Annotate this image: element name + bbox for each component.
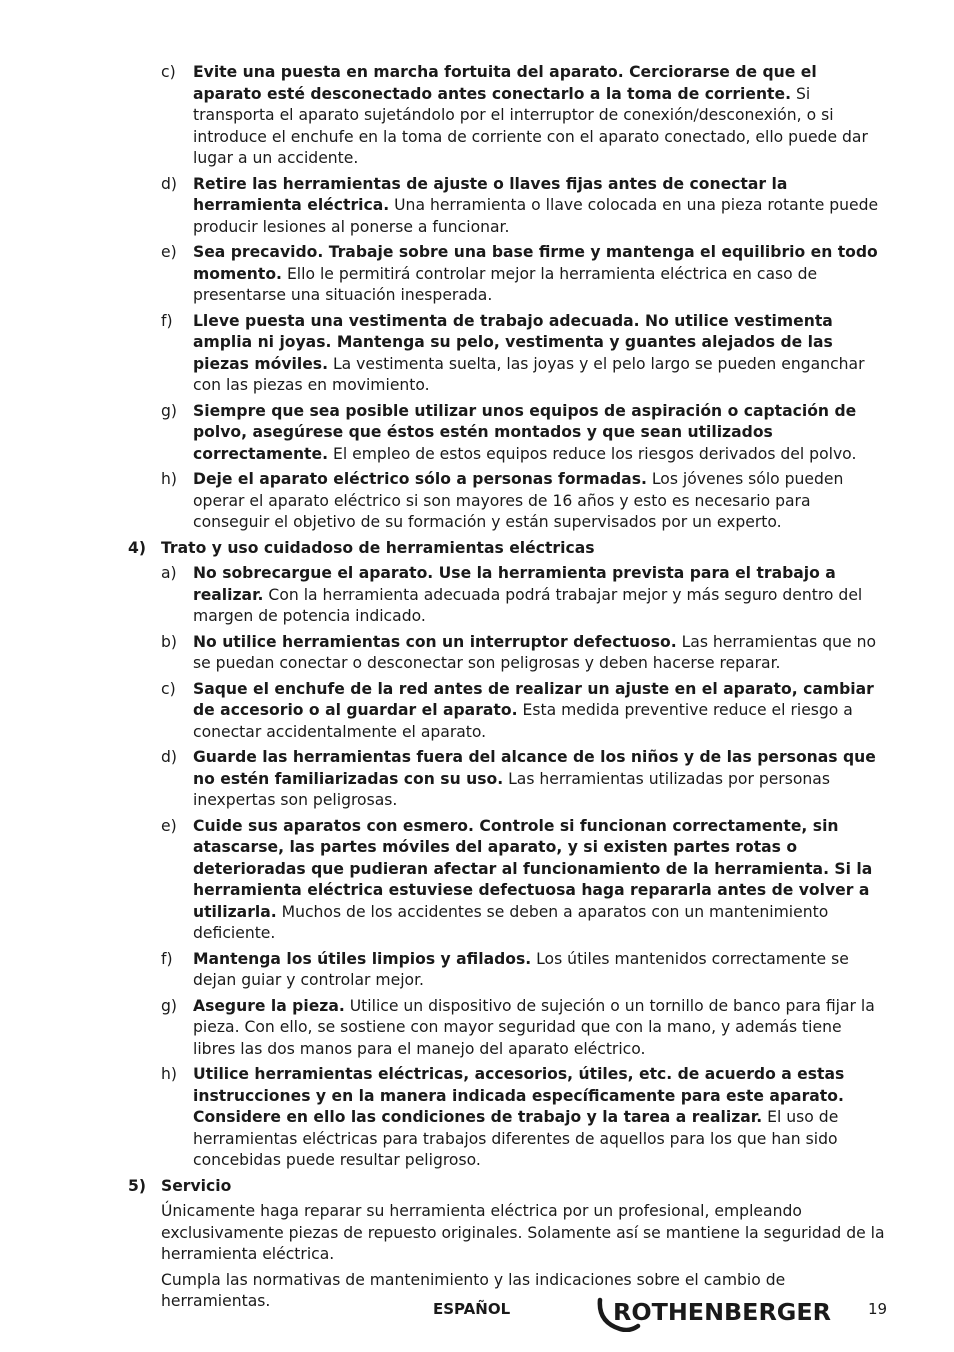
list-item: [0, 62, 954, 170]
list-item: [0, 996, 954, 1061]
item-text: El uso de herramientas eléctricas para trabajos diferentes de aquellos para los que han sido concebidas puede resultar peligroso.: [193, 1108, 839, 1169]
list-item: [0, 679, 954, 744]
item-bold-text: Guarde las herramientas fuera del alcance de los niños y de las personas que no estén familiarizadas con su uso.: [193, 748, 876, 788]
item-label: g): [161, 996, 177, 1015]
item-bold-text: Siempre que sea posible utilizar unos equipos de aspiración o captación de polvo, asegúrese que éstos estén montados y que sean utilizados correctamente.: [193, 401, 857, 463]
item-text: El empleo de estos equipos reduce los riesgos derivados del polvo.: [328, 444, 857, 463]
item-bold-text: Deje el aparato eléctrico sólo a personas formadas.: [193, 470, 647, 488]
item-text: Muchos de los accidentes se deben a aparatos con un mantenimiento deficiente.: [193, 902, 829, 942]
section-title: Servicio: [161, 1176, 232, 1195]
item-bold-text: Sea precavido. Trabaje sobre una base firme y mantenga el equilibrio en todo momento.: [193, 243, 878, 283]
item-label: g): [161, 401, 177, 420]
footer-language: ESPAÑOL: [433, 1300, 511, 1318]
list-item: [0, 949, 954, 992]
item-text: Los jóvenes sólo pueden operar el aparato eléctrico si son mayores de 16 años y esto es necesario para conseguir el objetivo de su formación y están supervisados por un experto.: [193, 470, 844, 531]
paragraph: Cumpla las normativas de mantenimiento y las indicaciones sobre el cambio de herramientas.: [161, 1270, 786, 1310]
item-label: f): [161, 311, 173, 330]
list-item: [0, 242, 954, 307]
section-number: 5): [128, 1176, 146, 1195]
item-bold-text: Utilice herramientas eléctricas, accesorios, útiles, etc. de acuerdo a estas instrucciones y en la manera indicada específicamente para este aparato. Considere en ello las condiciones de trabajo y la tarea a realizar.: [193, 1065, 845, 1126]
brand-logo: [596, 1292, 836, 1332]
item-text: Con la herramienta adecuada podrá trabajar mejor y más seguro dentro del margen de potencia indicado.: [193, 585, 863, 625]
item-text: Las herramientas que no se puedan conectar o desconectar son peligrosas y deben hacerse reparar.: [193, 632, 877, 672]
item-label: a): [161, 564, 177, 582]
item-bold-text: No sobrecargue el aparato. Use la herramienta prevista para el trabajo a realizar.: [193, 564, 836, 604]
item-text: Una herramienta o llave colocada en una pieza rotante puede producir lesiones al ponerse a funcionar.: [193, 196, 879, 236]
list-item: [0, 174, 954, 239]
item-label: h): [161, 470, 177, 488]
list-item: [0, 311, 954, 397]
item-label: d): [161, 174, 177, 193]
list-item: [0, 469, 954, 534]
page-number: 19: [868, 1300, 888, 1318]
item-bold-text: Mantenga los útiles limpios y afilados.: [193, 949, 532, 968]
item-label: e): [161, 243, 177, 261]
list-item: [0, 816, 954, 945]
logo-wordmark: ROTHENBERGER: [613, 1298, 831, 1326]
item-bold-text: Retire las herramientas de ajuste o llaves fijas antes de conectar la herramienta eléctrica.: [193, 174, 788, 214]
item-label: d): [161, 748, 177, 766]
item-label: e): [161, 816, 177, 835]
document-body: [0, 62, 954, 1317]
list-item: [0, 747, 954, 812]
section-heading-4: [0, 538, 954, 560]
safety-list-section-4: [0, 563, 954, 1172]
list-item: [0, 632, 954, 675]
list-item: [0, 1064, 954, 1172]
rothenberger-logo-icon: [596, 1292, 836, 1332]
item-text: La vestimenta suelta, las joyas y el pelo largo se pueden enganchar con las piezas en movimiento.: [193, 354, 865, 394]
item-bold-text: Lleve puesta una vestimenta de trabajo adecuada. No utilice vestimenta amplia ni joyas. Mantenga su pelo, vestimenta y guantes alejados de las piezas móviles.: [193, 311, 833, 373]
item-text: Las herramientas utilizadas por personas inexpertas son peligrosas.: [193, 769, 830, 809]
item-label: h): [161, 1065, 177, 1083]
item-text: Los útiles mantenidos correctamente se dejan guiar y controlar mejor.: [193, 949, 849, 989]
item-text: Utilice un dispositivo de sujeción o un tornillo de banco para fijar la pieza. Con ello, se sostiene con mayor seguridad que con la mano, y además tiene libres las dos manos para el manejo del aparato eléctrico.: [193, 996, 875, 1058]
item-label: b): [161, 632, 177, 651]
section-number: 4): [128, 538, 146, 557]
item-bold-text: Cuide sus aparatos con esmero. Controle si funcionan correctamente, sin atascarse, las partes móviles del aparato, y si existen partes rotas o deterioradas que pudieran afectar al funcionamiento de la herramienta. Si la herramienta eléctrica estuviese defectuosa haga repararla antes de volver a utilizarla.: [193, 816, 873, 921]
paragraph: Únicamente haga reparar su herramienta eléctrica por un profesional, empleando exclusivamente piezas de repuesto originales. Solamente así se mantiene la seguridad de la herramienta eléctrica.: [161, 1202, 885, 1263]
item-label: c): [161, 679, 176, 698]
list-item: [0, 401, 954, 466]
item-bold-text: No utilice herramientas con un interruptor defectuoso.: [193, 632, 677, 651]
item-label: f): [161, 949, 173, 968]
item-text: Esta medida preventive reduce el riesgo a conectar accidentalmente el aparato.: [193, 701, 853, 741]
item-text: Ello le permitirá controlar mejor la herramienta eléctrica en caso de presentarse una situación inesperada.: [193, 264, 818, 304]
section-heading-5: [0, 1176, 954, 1198]
list-item: [0, 563, 954, 628]
item-bold-text: Saque el enchufe de la red antes de realizar un ajuste en el aparato, cambiar de accesorio o al guardar el aparato.: [193, 679, 874, 719]
safety-list-top: [0, 62, 954, 534]
item-bold-text: Asegure la pieza.: [193, 996, 345, 1015]
item-label: c): [161, 63, 176, 81]
item-text: Si transporta el aparato sujetándolo por el interruptor de conexión/desconexión, o si introduce el enchufe en la toma de corriente con el aparato conectado, ello puede dar lugar a un accidente.: [193, 84, 868, 167]
section-title: Trato y uso cuidadoso de herramientas eléctricas: [161, 538, 595, 557]
item-bold-text: Evite una puesta en marcha fortuita del aparato. Cerciorarse de que el aparato esté desconectado antes conectarlo a la toma de corriente.: [193, 63, 817, 103]
